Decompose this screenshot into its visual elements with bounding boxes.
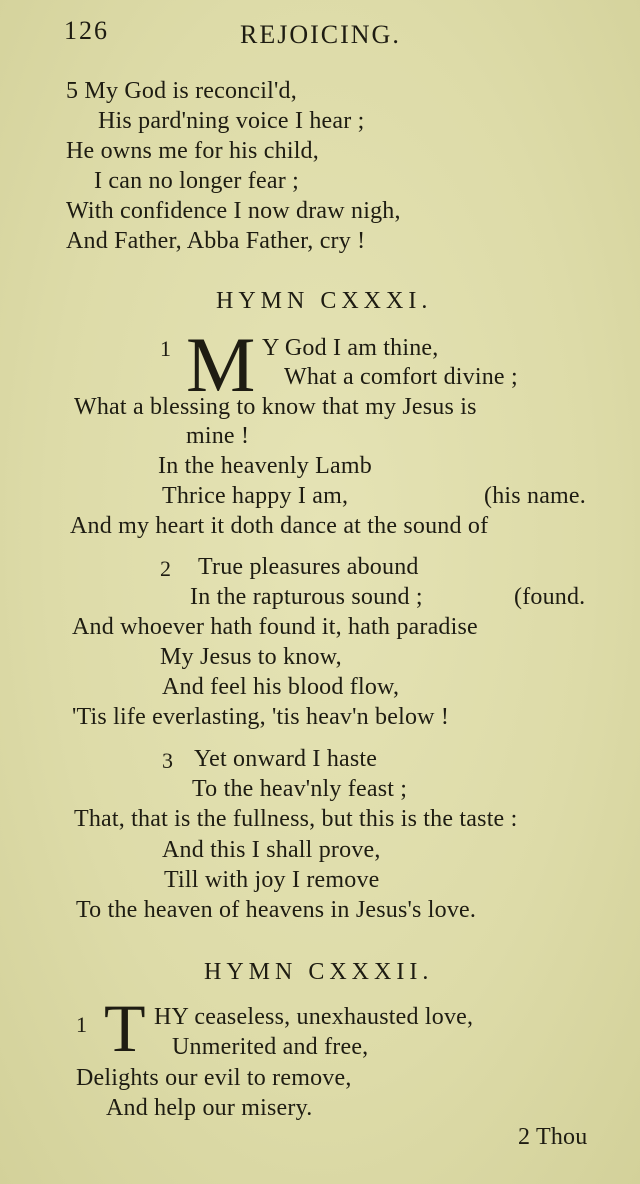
verse-line: And feel his blood flow, xyxy=(162,674,400,700)
verse-line: His pard'ning voice I hear ; xyxy=(98,108,365,134)
verse-line: What a blessing to know that my Jesus is xyxy=(74,394,477,420)
verse-line: 5 My God is reconcil'd, xyxy=(66,78,297,104)
verse-line: Y God I am thine, xyxy=(262,335,439,361)
verse-number: 2 xyxy=(160,556,172,581)
verse-line: And Father, Abba Father, cry ! xyxy=(66,228,366,254)
drop-cap-letter: M xyxy=(186,321,256,408)
verse-line: HY ceaseless, unexhausted love, xyxy=(154,1004,474,1030)
verse-number: 1 xyxy=(76,1012,88,1037)
verse-line: In the rapturous sound ; xyxy=(190,584,423,610)
verse-line: With confidence I now draw nigh, xyxy=(66,198,401,224)
verse-line: That, that is the fullness, but this is the taste : xyxy=(74,806,518,832)
verse-turnover: (found. xyxy=(514,584,586,610)
verse-line: In the heavenly Lamb xyxy=(158,453,372,479)
verse-line: And this I shall prove, xyxy=(162,837,381,863)
verse-number: 1 xyxy=(160,336,172,361)
verse-line: 'Tis life everlasting, 'tis heav'n below ! xyxy=(72,704,450,730)
verse-line: Yet onward I haste xyxy=(194,746,378,772)
hymn-title: HYMN CXXXII. xyxy=(204,959,434,985)
catchword: 2 Thou xyxy=(518,1124,588,1150)
verse-line: Unmerited and free, xyxy=(172,1034,369,1060)
verse-line: And whoever hath found it, hath paradise xyxy=(72,614,478,640)
hymn-title: HYMN CXXXI. xyxy=(216,288,433,314)
verse-line: What a comfort divine ; xyxy=(284,364,518,390)
verse-line: And help our misery. xyxy=(106,1095,313,1121)
verse-line: And my heart it doth dance at the sound of xyxy=(70,513,489,539)
page-number: 126 xyxy=(64,16,109,45)
verse-line: Till with joy I remove xyxy=(164,867,380,893)
verse-line: mine ! xyxy=(186,423,250,449)
verse-line: Thrice happy I am, xyxy=(162,483,349,509)
verse-number: 3 xyxy=(162,748,174,773)
running-title: REJOICING. xyxy=(240,20,401,49)
verse-turnover: (his name. xyxy=(484,483,586,509)
verse-line: To the heav'nly feast ; xyxy=(192,776,408,802)
verse-line: To the heaven of heavens in Jesus's love. xyxy=(76,897,477,923)
verse-line: My Jesus to know, xyxy=(160,644,342,670)
verse-line: Delights our evil to remove, xyxy=(76,1065,352,1091)
drop-cap-letter: T xyxy=(104,990,146,1066)
verse-line: True pleasures abound xyxy=(198,554,419,580)
verse-line: I can no longer fear ; xyxy=(94,168,299,194)
verse-line: He owns me for his child, xyxy=(66,138,319,164)
